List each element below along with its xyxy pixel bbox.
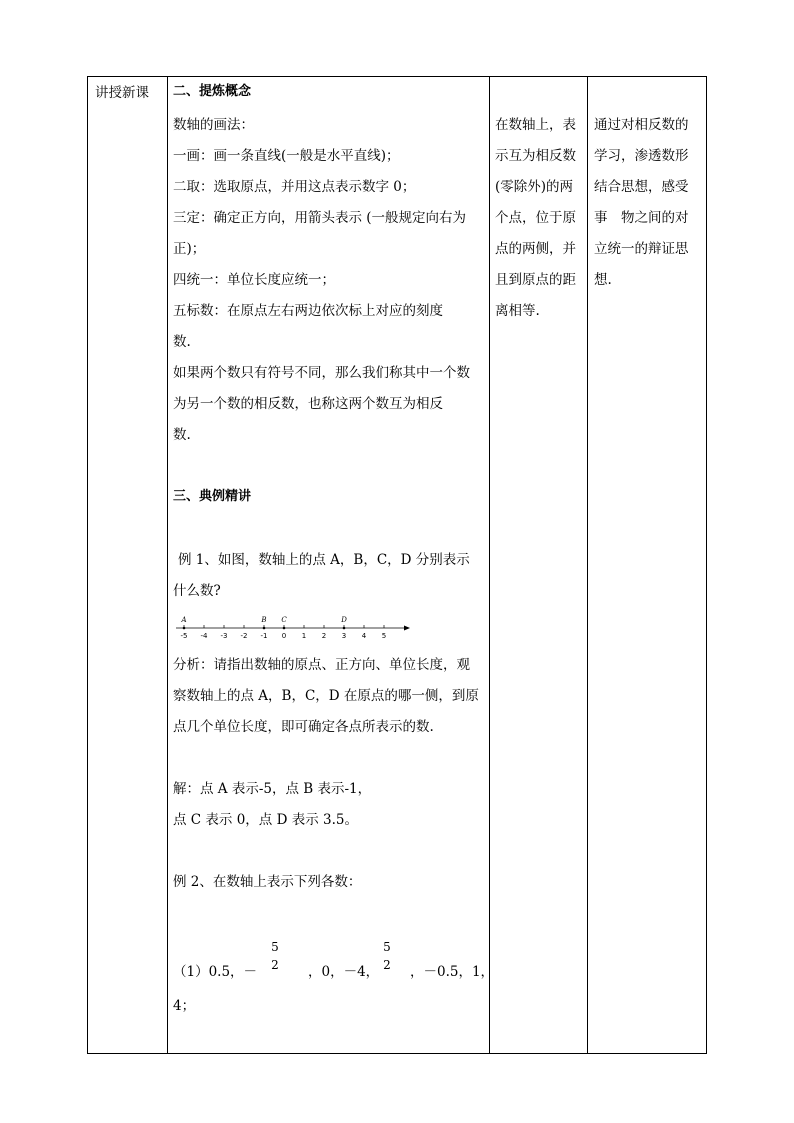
table-left-border (87, 76, 88, 1054)
section2-title: 二、提炼概念 (173, 84, 252, 99)
point-marker (283, 627, 286, 630)
stage-label: 讲授新课 (95, 85, 149, 101)
analysis-line: 点几个单位长度，即可确定各点所表示的数. (173, 719, 434, 735)
example1-line: 什么数? (173, 583, 221, 599)
intent-line: 想. (594, 272, 612, 288)
key-point-line: 在数轴上，表 (495, 117, 576, 133)
tick-label: -5 (180, 632, 188, 640)
intent-line: 立统一的辩证思 (594, 241, 689, 257)
col-divider-1 (167, 76, 168, 1054)
tick-label: 3 (341, 632, 347, 640)
col-divider-3 (587, 76, 588, 1054)
key-point-line: 示互为相反数 (495, 148, 576, 164)
example2-line: 例 2、在数轴上表示下列各数： (173, 874, 362, 890)
point-marker (263, 627, 266, 630)
tick-label: 0 (281, 632, 287, 640)
analysis-line: 分析：请指出数轴的原点、正方向、单位长度，观 (173, 657, 470, 673)
example1-line: 例 1、如图，数轴上的点 A，B，C，D 分别表示 (178, 552, 470, 568)
number-line-figure (172, 610, 412, 642)
table-bottom-border (87, 1053, 707, 1054)
text-line: 数. (173, 334, 191, 350)
item1-suffix: ，－0.5，1， (410, 964, 495, 980)
solution-line: 解：点 A 表示-5，点 B 表示-1， (173, 781, 372, 797)
item1-tail: 4； (173, 998, 196, 1014)
tick-label: 5 (381, 632, 387, 640)
solution-line: 点 C 表示 0，点 D 表示 3.5。 (173, 812, 358, 828)
text-line: 二取：选取原点，并用这点表示数字 0； (173, 179, 416, 195)
intent-line: 结合思想，感受 (594, 179, 689, 195)
fraction-numerator: 5 (271, 940, 279, 954)
point-label: D (341, 616, 347, 624)
text-line: 四统一：单位长度应统一； (173, 272, 335, 288)
analysis-line: 察数轴上的点 A，B，C，D 在原点的哪一侧，到原 (173, 688, 479, 704)
intent-line: 通过对相反数的 (594, 117, 689, 133)
tick-label: 4 (361, 632, 367, 640)
point-label: A (181, 616, 187, 624)
key-point-line: (零除外)的两 (495, 179, 574, 195)
text-line: 三定：确定正方向，用箭头表示 (一般规定向右为 (173, 210, 467, 226)
text-line: 一画：画一条直线(一般是水平直线)； (173, 148, 400, 164)
tick-label: -4 (200, 632, 208, 640)
arrow-icon (404, 626, 410, 631)
key-point-line: 个点，位于原 (495, 210, 576, 226)
point-label: B (261, 616, 267, 624)
section3-title: 三、典例精讲 (173, 489, 252, 504)
key-point-line: 且到原点的距 (495, 272, 576, 288)
key-point-line: 点的两侧，并 (495, 241, 576, 257)
tick-label: 1 (301, 632, 307, 640)
key-point-line: 离相等. (495, 303, 540, 319)
fraction-denominator: 2 (271, 958, 279, 972)
intent-line: 事 物之间的对 (594, 210, 689, 226)
fraction-denominator: 2 (383, 958, 391, 972)
intent-line: 学习，渗透数形 (594, 148, 689, 164)
point-marker (343, 627, 346, 630)
item1-prefix: （1）0.5，－ (173, 964, 258, 980)
point-label: C (281, 616, 287, 624)
fraction-numerator: 5 (383, 940, 391, 954)
tick-label: 2 (321, 632, 327, 640)
text-line: 数轴的画法： (173, 117, 254, 133)
text-line: 正)； (173, 241, 206, 257)
col-divider-2 (489, 76, 490, 1054)
tick-label: -1 (260, 632, 268, 640)
tick-label: -2 (240, 632, 248, 640)
point-marker (183, 627, 186, 630)
text-line: 数. (173, 427, 191, 443)
table-right-border (706, 76, 707, 1054)
text-line: 五标数：在原点左右两边依次标上对应的刻度 (173, 303, 443, 319)
text-line: 如果两个数只有符号不同，那么我们称其中一个数 (173, 365, 470, 381)
tick-label: -3 (220, 632, 228, 640)
table-top-border (87, 76, 707, 77)
number-line-points (180, 616, 347, 629)
item1-mid: ，0，－4， (308, 964, 380, 980)
text-line: 为另一个数的相反数，也称这两个数互为相反 (173, 396, 443, 412)
